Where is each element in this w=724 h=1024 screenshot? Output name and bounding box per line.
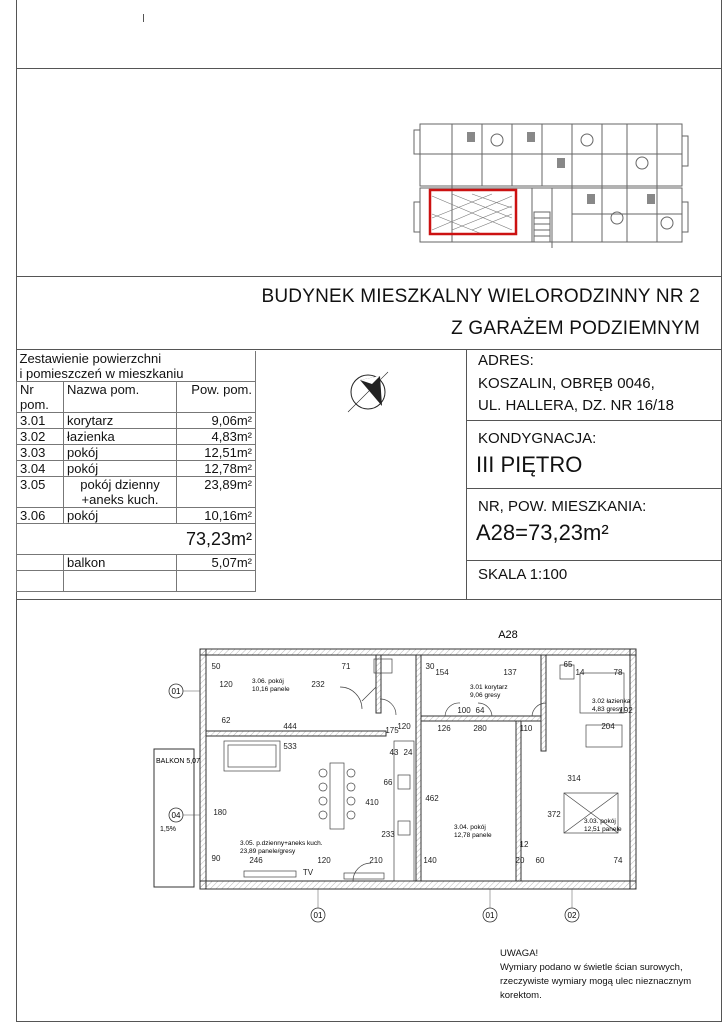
dimension: 100 [457, 706, 471, 715]
dimension: 120 [317, 856, 331, 865]
dimension: 372 [547, 810, 561, 819]
dimension: 233 [381, 830, 395, 839]
table-row [17, 413, 256, 429]
dimension: 78 [613, 668, 623, 677]
dimension: 12 [519, 840, 529, 849]
room-label: 3.04. pokój [454, 824, 486, 831]
divider [466, 349, 467, 599]
apartment-value: A28=73,23m² [476, 520, 609, 545]
address-line1: KOSZALIN, OBRĘB 0046, [478, 375, 655, 392]
room-name: korytarz [64, 413, 177, 429]
key-plan [412, 118, 690, 260]
room-name: pokój [64, 445, 177, 461]
table-header-line2: i pomieszczeń w mieszkaniu [19, 366, 184, 381]
dimension: 120 [397, 722, 411, 731]
building-title: BUDYNEK MIESZKALNY WIELORODZINNY NR 2 [261, 286, 700, 307]
room-name-line1: pokój dzienny [80, 477, 160, 492]
table-row [17, 429, 256, 445]
axis-label: 01 [485, 911, 495, 920]
room-nr: 3.04 [17, 461, 64, 477]
apartment-label: NR, POW. MIESZKANIA: [478, 498, 647, 515]
dimension: 175 [385, 726, 399, 735]
room-name: łazienka [64, 429, 177, 445]
axis-label: 02 [567, 911, 577, 920]
room-label: 3.02 łazienka [592, 698, 631, 705]
note-line: korektom. [500, 990, 542, 1001]
balcony-area: 5,07m² [177, 555, 256, 571]
divider [466, 420, 722, 421]
room-label: 9,06 gresy [470, 692, 501, 699]
dimension: 20 [515, 856, 525, 865]
dimension: 154 [435, 668, 449, 677]
address-line2: UL. HALLERA, DZ. NR 16/18 [478, 397, 674, 414]
divider [16, 68, 722, 69]
divider [16, 599, 722, 600]
room-label: 12,78 panele [454, 832, 492, 839]
room-name [64, 477, 177, 508]
dimension: 74 [613, 856, 623, 865]
apartment-highlight [430, 190, 516, 234]
col-name: Nazwa pom. [64, 382, 177, 413]
dimension: 533 [283, 742, 297, 751]
dimension: 43 [389, 748, 399, 757]
dimension: 180 [213, 808, 227, 817]
note-line: rzeczywiste wymiary mogą ulec nieznacznym [500, 976, 692, 987]
note-line: Wymiary podano w świetle ścian surowych, [500, 962, 683, 973]
dimension: 50 [211, 662, 221, 671]
dimension: 71 [341, 662, 351, 671]
table-row [17, 461, 256, 477]
axis-label: 01 [171, 687, 181, 696]
room-area: 4,83m² [177, 429, 256, 445]
balcony-label: BALKON 5,07 [156, 758, 200, 765]
dimension: 462 [425, 794, 439, 803]
table-row [17, 445, 256, 461]
floor-label: KONDYGNACJA: [478, 430, 597, 447]
room-nr: 3.06 [17, 508, 64, 524]
dimension: 65 [563, 660, 573, 669]
room-label: 4,83 gresy [592, 706, 623, 713]
room-nr: 3.02 [17, 429, 64, 445]
col-area: Pow. pom. [177, 382, 256, 413]
floor-plan [140, 625, 650, 925]
slope-label: 1,5% [160, 826, 176, 833]
dimension: 192 [619, 706, 633, 715]
dimension: 444 [283, 722, 297, 731]
dimension: 280 [473, 724, 487, 733]
floor-value: III PIĘTRO [476, 452, 583, 477]
room-label: 3.03. pokój [584, 818, 616, 825]
room-label: 3.06. pokój [252, 678, 284, 685]
axis-label: 01 [313, 911, 323, 920]
dimension: 126 [437, 724, 451, 733]
dimension: 140 [423, 856, 437, 865]
room-name-line2: +aneks kuch. [81, 492, 159, 507]
dimension: 62 [221, 716, 231, 725]
dimension: 232 [311, 680, 325, 689]
building-subtitle: Z GARAŻEM PODZIEMNYM [451, 318, 700, 339]
divider [466, 560, 722, 561]
dimension: 246 [249, 856, 263, 865]
divider [466, 488, 722, 489]
dimension: 410 [365, 798, 379, 807]
room-area: 9,06m² [177, 413, 256, 429]
dimension: 120 [219, 680, 233, 689]
apartment-tag: A28 [498, 629, 518, 641]
room-area: 12,51m² [177, 445, 256, 461]
rooms-table [16, 351, 256, 592]
total-area: 73,23m² [17, 524, 256, 555]
room-nr: 3.05 [17, 477, 64, 508]
room-nr: 3.01 [17, 413, 64, 429]
dimension: 110 [519, 724, 533, 733]
table-header-line1: Zestawienie powierzchni [19, 351, 162, 366]
room-area: 12,78m² [177, 461, 256, 477]
balcony-row [17, 555, 256, 571]
dimension: 14 [575, 668, 585, 677]
note-title: UWAGA! [500, 948, 539, 959]
dimension: 210 [369, 856, 383, 865]
address-label: ADRES: [478, 352, 534, 369]
room-area: 23,89m² [177, 477, 256, 508]
room-area: 10,16m² [177, 508, 256, 524]
divider [16, 349, 722, 350]
room-label: 3.05. p.dzienny+aneks kuch. [240, 840, 323, 847]
room-label: 12,51 panele [584, 826, 622, 833]
north-arrow-icon [346, 370, 390, 414]
room-label: 23,89 panele/gresy [240, 848, 296, 855]
dimension: 204 [601, 722, 615, 731]
dimension: 137 [503, 668, 517, 677]
dimension: 30 [425, 662, 435, 671]
dimension: 90 [211, 854, 221, 863]
room-nr: 3.03 [17, 445, 64, 461]
table-row [17, 508, 256, 524]
dimension: 66 [383, 778, 393, 787]
dimension: 314 [567, 774, 581, 783]
dimension: 64 [475, 706, 485, 715]
scale-label: SKALA 1:100 [478, 566, 568, 583]
table-row [17, 477, 256, 508]
dimension: 24 [403, 748, 413, 757]
room-name: pokój [64, 461, 177, 477]
note [500, 947, 691, 1003]
dimension: 60 [535, 856, 545, 865]
balcony-name: balkon [64, 555, 177, 571]
table-header [17, 351, 256, 382]
axis-label: 04 [171, 811, 181, 820]
tv-label: TV [302, 868, 314, 877]
room-label: 3.01 korytarz [470, 684, 508, 691]
col-nr: Nr pom. [17, 382, 64, 413]
divider [143, 14, 144, 22]
total-row [17, 524, 256, 555]
divider [16, 276, 722, 277]
room-name: pokój [64, 508, 177, 524]
room-label: 10,16 panele [252, 686, 290, 693]
